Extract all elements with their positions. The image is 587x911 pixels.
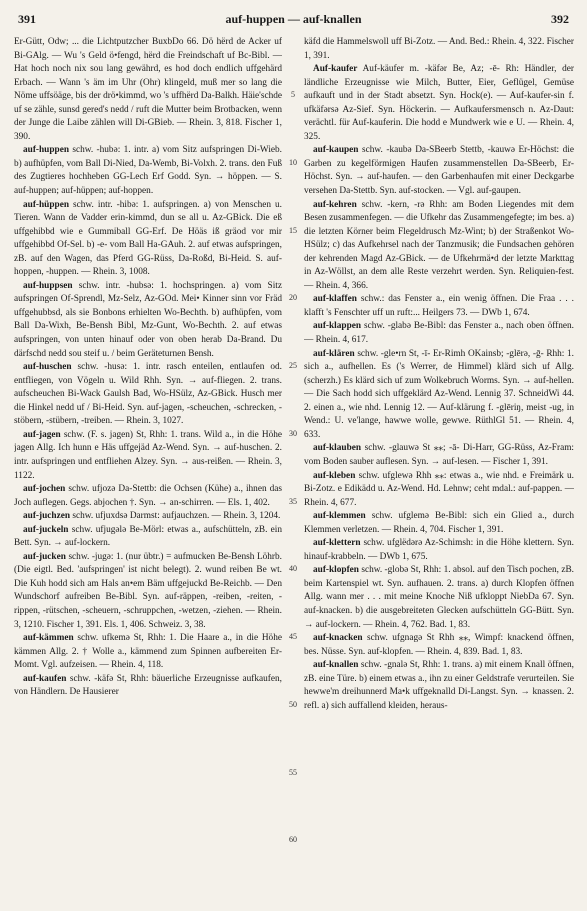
- page-number-right: 392: [551, 12, 569, 26]
- entry-headword: auf-knallen: [313, 660, 359, 671]
- dictionary-entry: [14, 144, 282, 198]
- dictionary-entry: [14, 199, 282, 280]
- running-title: auf-huppen — auf-knallen: [225, 12, 362, 26]
- entry-headword: auf-juckeln: [23, 524, 69, 535]
- entry-headword: auf-klären: [313, 348, 355, 359]
- entry-text: schw. intr. -hubsə: 1. hochspringen. a) vom Sitz aufspringen Of-Sprendl, Mz-Selz, Az-GOd. Mei• Kinner sinn vor Fräd uffgehubbsd, als sie Bonbons erhielten Wo-Bechth. b) aufhüpfen, vom Ball Da-Wixh, Be-Bensh Bibl, Mz-Gunt, Wo-Bechth. 2. auf etwas aufspringen, von unten hinauf oder von oben herab Da-Brand. Du därfschd nedd sou steif u. / beim Geräteturnen Bensh.: [14, 280, 282, 359]
- entry-text: schw. -glabə Be-Bibl: das Fenster a., nach oben öffnen. — Rhein. 4, 617.: [304, 321, 574, 346]
- entry-text: schw. ufjugələ Be-Mörl: etwas a., aufschütteln, zB. ein Bett. Syn. → auf-lockern.: [14, 524, 282, 549]
- dictionary-entry: [304, 537, 574, 564]
- dictionary-entry: [14, 673, 282, 700]
- entry-headword: auf-klauben: [313, 443, 362, 454]
- dictionary-entry: [14, 361, 282, 429]
- entry-headword: auf-huppsen: [23, 280, 73, 291]
- entry-text: schw. -husə: 1. intr. rasch enteilen, entlaufen od. entfliegen, von Vögeln u. Wild Rhh. Syn. → auf-fliegen. 2. trans. aufscheuchen Bi-Wack Gaulsh Bad, Wo-HSülz, Az-GBick. Husch mer die Hinkel nedd uf / Bi-Heid. Syn. auf-jagen, -scheuchen, -schrecken, -stöbern, -stübern, -treiben. — Rhein. 3, 1027.: [14, 362, 282, 427]
- line-number: 25: [289, 361, 297, 371]
- entry-headword: auf-klemmen: [313, 511, 366, 522]
- entry-text: schw. -käfə St, Rhh: bäuerliche Erzeugnisse aufkaufen, von Händlern. De Hausierer: [14, 673, 282, 698]
- dictionary-entry: [304, 510, 574, 537]
- entry-headword: auf-kaupen: [313, 145, 359, 156]
- entry-text: schw. -gle•rn St, -ī- Er-Rimh OKainsb; -glērə, -ḡ- Rhh: 1. sich a., aufhellen. Es ('s Werrer, de Himmel) klärd sich uf Allg. (scherzh.) Es klärd sich uf zum Wolkebruch Worms. Syn. → auf-hellen. — Die Sach hodd sich uffgeklärd Az-Wend. Lennig 37. SchneidWi 44. 2. einen a., wie nhd. Lennig 12. — Auf-klärung f. -glēriŋ, meist -ug, in Wend.: U. ve'lange, hawwe wolle, gewwe. RüthlGl 51. — Rhein. 4, 633.: [304, 348, 574, 440]
- entry-text: schw. ufkemə St, Rhh: 1. Die Haare a., in die Höhe kämmen Allg. 2. † Wolle a., kämmend zum Spinnen aufbereiten Er-Momt. Vgl. aufzeisen. — Rhein. 4, 118.: [14, 633, 282, 671]
- entry-text: schw. -kaubə Da-SBeerb Stettb, -kauwə Er-Höchst: die Garben zu kegelförmigen Haufen zusammenstellen Da-SBeerb, Er-Höchst. Syn. → auf-haufen. — den Garbenhaufen mit einer Deckgarbe versehen Da-Stettb. Syn. auf-stocken. — Vgl. auf-gaupen.: [304, 145, 574, 197]
- entry-text: käfd die Hammelswoll uff Bi-Zotz. — And. Bed.: Rhein. 4, 322. Fischer 1, 391.: [304, 37, 574, 61]
- entry-text: Auf-käufer m. -käfər Be, Az; -ē- Rh: Händler, der ländliche Erzeugnisse wie Milch, Butter, Eier, Geflügel, Gemüse aufkauft und in der Stadt absetzt. Syn. Hock(e). — Auf-kaufer-sin f. ufkäfərsə Az-Sief. Syn. Höckerin. — Aufkaufersmensch n. Az-Daut: verächtl. für Auf-kauferin. Die hodd e Mundwerk wie e U. — Rhein. 4, 325.: [304, 64, 574, 142]
- entry-headword: auf-klettern: [313, 538, 361, 549]
- dictionary-entry: [304, 199, 574, 294]
- dictionary-entry: [14, 36, 282, 144]
- entry-headword: auf-kaufen: [23, 673, 67, 684]
- entry-headword: auf-knacken: [313, 633, 363, 644]
- line-number: 35: [289, 496, 297, 506]
- dictionary-entry: [304, 470, 574, 511]
- dictionary-entry: [304, 36, 574, 63]
- entry-text: schw.: das Fenster a., ein wenig öffnen. Die Fraa . . . klafft 's Fenschter uff un ruft:... Heilgers 73. — DWb 1, 674.: [304, 294, 574, 318]
- entry-headword: auf-kleben: [313, 470, 356, 481]
- entry-headword: Auf-kaufer: [313, 64, 358, 75]
- entry-text: schw. ufjozə Da-Stettb: die Ochsen (Kühe) a., ihnen das Joch auflegen. Gegs. abjochen †. Syn. → an-schirren. — Els. 1, 402.: [14, 484, 282, 508]
- line-number: 15: [289, 225, 297, 235]
- entry-headword: auf-kehren: [313, 199, 357, 210]
- line-number: 40: [289, 564, 297, 574]
- entry-text: schw. ufglëdərə Az-Schimsh: in die Höhe klettern. Syn. hinauf-krabbeln. — DWb 1, 675.: [304, 538, 574, 562]
- right-column: [304, 36, 574, 902]
- line-number: 30: [289, 428, 297, 438]
- dictionary-entry: [14, 429, 282, 483]
- dictionary-entry: [14, 632, 282, 673]
- entry-text: schw. ufgnagə St Rhh ⁎⁎, Wimpf: knackend öffnen, bes. Nüsse. Syn. auf-klopfen. — Rhein. 4, 839. Bad. 1, 83.: [304, 633, 574, 657]
- line-number: 55: [289, 767, 297, 777]
- entry-headword: auf-jagen: [23, 429, 61, 440]
- line-number: 45: [289, 632, 297, 642]
- entry-text: schw. ufjuxdsə Darmst: aufjauchzen. — Rhein. 3, 1204.: [72, 511, 281, 522]
- entry-headword: auf-klaffen: [313, 294, 357, 305]
- entry-headword: auf-huppen: [23, 145, 69, 156]
- entry-text: schw. (F. s. jagen) St, Rhh: 1. trans. Wild a., in die Höhe jagen Allg. Ich hunn e Häs uffgejäd Az-Wend. Syn. → auf-huschen. 2. intr. aufspringen und entfliehen Alzey. Syn. → aus-reißen. — Rhein. 3, 1122.: [14, 429, 282, 481]
- entry-text: schw. intr. -hibə: 1. aufspringen. a) von Menschen u. Tieren. Wann de Vadder erin-kimmd, dun se all u. Az-GBick. Die eß uffgehibbd wie e Gummiball GG-Erf. De Höäs iß gräod vor mir uffgehibbd Of-Sel. b) -e- vom Ball Ha-GAuh. 2. auf etwas aufspringen, zB. auf den Wagen, das Pferd GG-Rüss, Da-Roßd, Bi-Heid. S. auf-hoppen, -huppen. — Rhein. 3, 1008.: [14, 199, 282, 278]
- entry-text: schw. -glauwə St ⁎⁎; -ā- Di-Harr, GG-Rüss, Az-Fram: vom Boden sauber auflesen. Syn. → auf-lesen. — Fischer 1, 391.: [304, 443, 574, 467]
- page-header: [18, 12, 569, 30]
- entry-headword: auf-klopfen: [313, 565, 359, 576]
- entry-headword: auf-jucken: [23, 551, 66, 562]
- line-number: 60: [289, 835, 297, 845]
- entry-text: schw. -kern, -rə Rhh: am Boden Liegendes mit dem Besen zusammenfegen. — die Ufkehr das Zusammengefegte; im bes. a) die letzten Körner beim Flegeldrusch Mz-Wint; b) der Straßenkot Wo-HSülz; c) das Aufkehrsel nach der Tanzmusik; die Fundsachen gehören der kehrenden Magd Az-GBick. — de Ufkehrmä•d der letzte Markttag in Az-Wöllst, an dem alle Reste verzehrt werden. Syn. Reliquien-fest. — Rhein. 4, 366.: [304, 199, 574, 291]
- page-number-left: 391: [18, 12, 36, 26]
- entry-text: schw. -gnalə St, Rhh: 1. trans. a) mit einem Knall öffnen, zB. eine Türe. b) einem etwas a., ihn zu einer Geldstrafe verurteilen. Sie hewwe'm dreihunnerd Ma•k uffgeknalld Di-Langst. Syn. → knassen. 2. refl. a) sich auffallend kleiden, heraus-: [304, 660, 574, 711]
- entry-headword: auf-kämmen: [23, 633, 74, 644]
- entry-text: schw. -hubə: 1. intr. a) vom Sitz aufspringen Di-Wieb. b) aufhüpfen, vom Ball Di-Nied, Da-Wemb, Bi-Volxh. 2. trans. den Fuß des Zugtieres hochheben GG-Lech Erf Godd. Syn. → höppen. — S. auf-huppen; auf-hüppen; auf-hoppen.: [14, 145, 282, 197]
- left-column: [14, 36, 282, 902]
- dictionary-entry: [304, 320, 574, 347]
- line-number: 5: [291, 90, 295, 100]
- line-number: 50: [289, 699, 297, 709]
- line-number-gutter: [283, 36, 303, 902]
- dictionary-entry: [14, 280, 282, 361]
- dictionary-entry: [304, 348, 574, 443]
- dictionary-entry: [14, 551, 282, 632]
- entry-text: schw. -globə St, Rhh: 1. absol. auf den Tisch pochen, zB. beim Kartenspiel wt. Syn. aufhauen. 2. trans. a) durch Klopfen öffnen Allg. wann mer . . . mit meine Knoche Niß ufkloppt NiebDa 67. Syn. auf-knacken. b) die ausgebreiteten Glecken aufschütteln GG-Bütt. Syn. → auf-lockern. — Rhein. 4, 762. Bad. 1, 83.: [304, 565, 574, 630]
- entry-headword: auf-hüppen: [23, 199, 69, 210]
- dictionary-entry: [304, 659, 574, 713]
- entry-headword: auf-juchzen: [23, 511, 70, 522]
- entry-text: schw. ufglemə Be-Bibl: sich ein Glied a., durch Klemmen verletzen. — Rhein. 4, 704. Fischer 1, 391.: [304, 511, 574, 535]
- dictionary-entry: [304, 442, 574, 469]
- entry-text: schw. ufglewə Rhh ⁎⁎: etwas a., wie nhd. e Freimärk u. Bi-Zotz. e Edikädd u. Az-Wend. Hd. Lehnw; ceht mdal.: auf-pappen. — Rhein. 4, 677.: [304, 470, 574, 508]
- line-number: 20: [289, 293, 297, 303]
- dictionary-entry: [304, 293, 574, 320]
- dictionary-entry: [14, 483, 282, 510]
- entry-headword: auf-huschen: [23, 362, 72, 373]
- entry-text: Er-Gütt, Odw; ... die Lichtputzcher BuxbDo 66. Dö hërd de Acker uf Bi-GAlg. — Wu 's Geld ö•fengd, hërd die Freindschaft uf Bc-Bibl. — Hat hoch noch nix sou lang gewährd, es hod doch endlich uffgehärd Erbach. — Wann 's äm im Uhr (Ohr) klingeld, muß mer so lang die Nöme uffsöäge, bis der drö•kimmd, wo 's uffhërd Da-Balkh. Häie'schde uf se zähle, sunsd gered's nedd / ruft die Mutter beim Brotbacken, wenn der Junge die Laibe zählen will Di-GBieb. — Rhein. 3, 818. Fischer 1, 390.: [14, 37, 282, 142]
- dictionary-entry: [14, 524, 282, 551]
- entry-text: schw. -jugə: 1. (nur übtr.) = aufmucken Be-Bensh Löhrb. (Die eigtl. Bed. 'aufspringen' ist nicht belegt). 2. wund reiben Be wt. Die Kuh hodd sich am Hals an•em Bäm uffgejuckd Be-Reichb. — Den Wundschorf aufreiben Be-Bibl. Syn. auf-räppen, -reiben, -reiten, -rippen, -rütschen, -scheuern, -schruppchen, -wetzen, -ziehen. — Rhein. 3, 1210. Fischer 1, 391. Els. 1, 406. Schweiz. 3, 38.: [14, 551, 282, 630]
- dictionary-entry: [304, 63, 574, 144]
- entry-headword: auf-klappen: [313, 321, 362, 332]
- dictionary-entry: [14, 510, 282, 524]
- line-number: 10: [289, 157, 297, 167]
- dictionary-entry: [304, 632, 574, 659]
- dictionary-entry: [304, 564, 574, 632]
- entry-headword: auf-jochen: [23, 484, 66, 495]
- dictionary-entry: [304, 144, 574, 198]
